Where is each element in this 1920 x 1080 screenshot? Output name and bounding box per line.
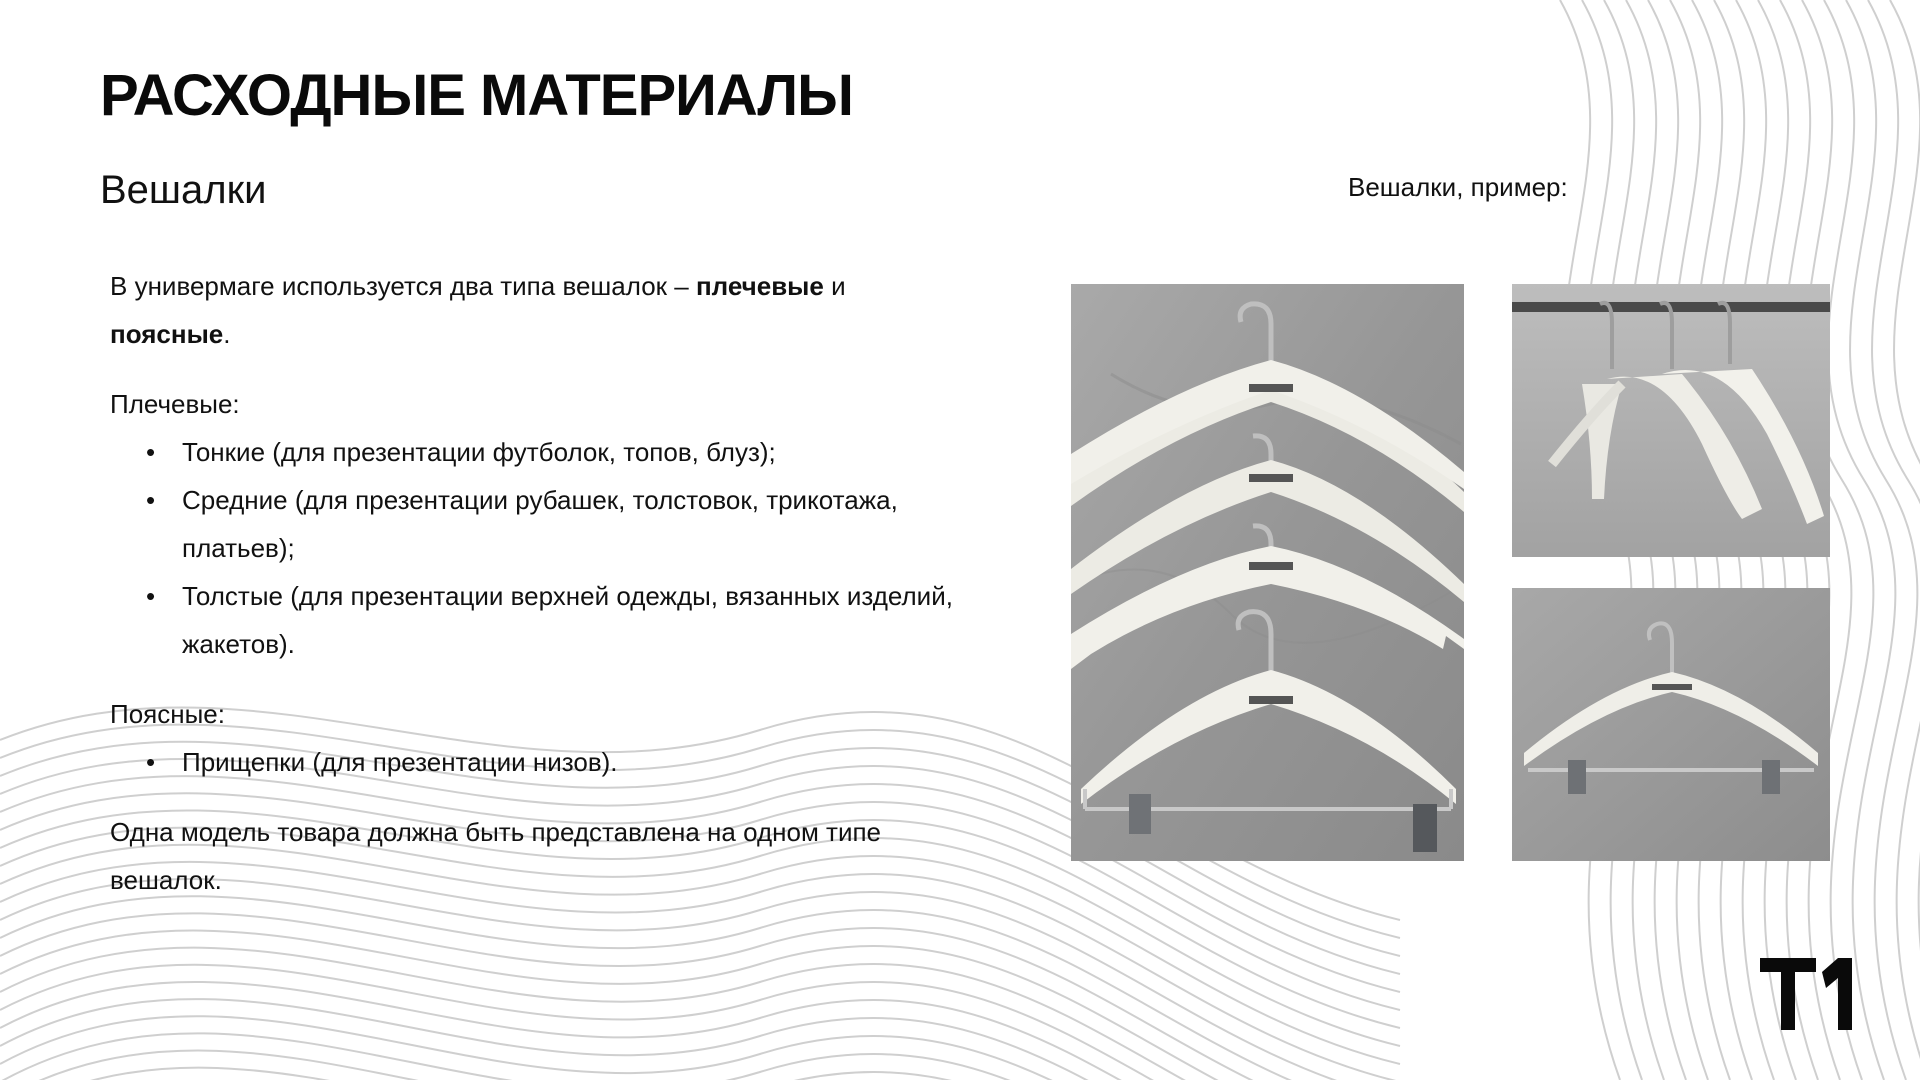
waist-list [110, 738, 960, 786]
list-item: • Толстые (для презентации верхней одежды, вязанных изделий, жакетов). [182, 572, 960, 668]
shoulder-heading: Плечевые: [110, 389, 240, 419]
intro-text-middle: и [823, 271, 846, 301]
intro-text-before: В универмаге используется два типа вешалок – [110, 271, 696, 301]
photo-stacked-hangers [1071, 284, 1464, 861]
body-text [110, 262, 960, 926]
page-title: РАСХОДНЫЕ МАТЕРИАЛЫ [100, 63, 853, 128]
bg-line [0, 1068, 1400, 1080]
bg-line [1824, 0, 1895, 1080]
t1-logo [1760, 958, 1852, 1030]
section-subtitle: Вешалки [100, 168, 267, 212]
list-item: • Тонкие (для презентации футболок, топов, блуз); [182, 428, 960, 476]
intro-bold-waist: поясные [110, 319, 224, 349]
waist-heading: Поясные: [110, 699, 225, 729]
shoulder-list [110, 428, 960, 668]
bg-line [1890, 0, 1920, 1080]
intro-bold-shoulder: плечевые [695, 271, 824, 301]
photo-hangers-on-rail [1512, 284, 1830, 557]
list-item: • Средние (для презентации рубашек, толстовок, трикотажа, платьев); [182, 476, 960, 572]
bg-line [0, 931, 1400, 1080]
bg-line [1846, 0, 1917, 1080]
note-paragraph: Одна модель товара должна быть представлена на одном типе вешалок. [110, 817, 882, 895]
example-caption: Вешалки, пример: [1348, 172, 1568, 202]
intro-paragraph [110, 262, 960, 358]
list-item: • Прищепки (для презентации низов). [182, 738, 960, 786]
intro-text-after: . [223, 319, 231, 349]
bg-line [0, 1033, 1400, 1080]
photo-clip-hanger [1512, 588, 1830, 861]
